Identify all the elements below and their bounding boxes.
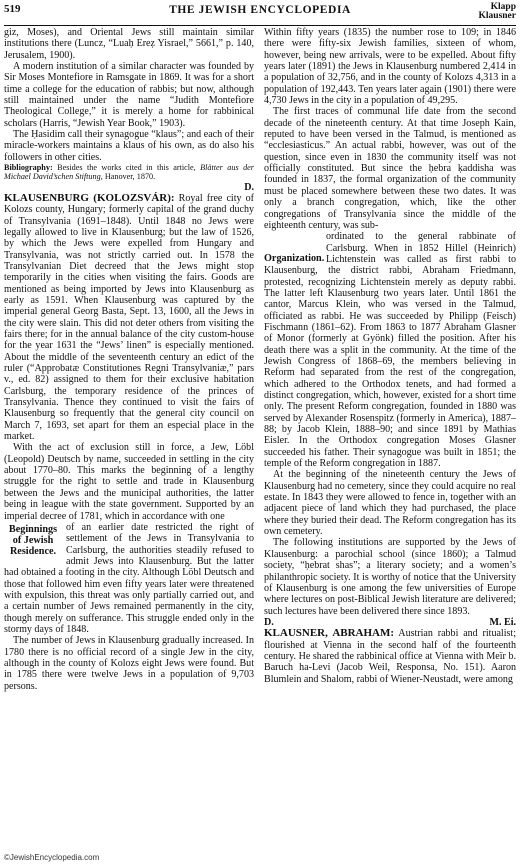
left-column <box>4 27 254 692</box>
margin-heading: Beginnings of Jewish Residence. <box>8 523 58 558</box>
guide-word-bottom: Klausner <box>478 11 516 21</box>
running-header <box>4 3 516 25</box>
bibliography-work: Blätter aus der Michael David’schen Stiftung <box>4 163 254 182</box>
guide-word-top: Klapp <box>490 2 516 12</box>
signature-left: D. <box>264 616 274 628</box>
running-title: THE JEWISH ENCYCLOPEDIA <box>169 4 351 16</box>
paragraph-text: of an earlier date restricted the right of settlement of the Jews in Transylvania to Carlsburg, the authorities steadily refused to admit Jews into Klausenburg. But the latter had obtained a footing in the city. Although Löbl Deutsch and those that followed him even fifty years later were threatened with expulsion, this threat was only partially carried out, and a certain number of Jews remained permanently in the city, though merely on sufferance. This struggle ended only in the stormy days of 1848. <box>4 521 254 635</box>
right-column <box>264 27 516 685</box>
entry-title: KLAUSENBURG (KOLOZSVÁR): <box>4 191 175 204</box>
paragraph: Within fifty years (1835) the number rose to 109; in 1846 there were fifty-six Jewish families, sixteen of whom, however, being new arrivals, were to be expelled. About fifty years later (1891) the Jews in Klausenburg numbered 2,414 in a population of 32,756, and in the county of Kolozs 4,313 in a population of 192,443. Ten years later again (1901) there were 4,730 Jews in the city in a population of 49,295. <box>264 27 516 107</box>
page-number: 519 <box>4 3 21 15</box>
watermark: ©JewishEncyclopedia.com <box>4 853 100 862</box>
paragraph: Royal free city of Kolozs county, Hungary; formerly capital of the grand duchy of Transylvania (1691–1848). Until 1848 no Jews were legally allowed to live in Klausenburg; but the law of 1526, by which the Jews were expelled from Hungary and Transylvania, was not strictly carried out. In 1578 the Transylvanian Diet decreed that the Jews might stop temporarily in the cities when visiting the fairs. Goods are mentioned as being imported by Jews into Klausenburg as early as 1591. When Klausenburg was captured by the imperial general Georg Basta, Sept. 13, 1600, all the Jews in the city were slain. This did not deter others from visiting the fairs there; for in the annual balance of the city custom-house for the year 1631 the “Jews’ linen” is especially mentioned. About the middle of the seventeenth century an edict of the ruler (“Approbatæ Constitutiones Regni Transylvaniæ,” pars v., ed. 82) assigned to them for their exclusive habitation Carlsburg, the temporary residence of the princes of Transylvania. Thence they continued to visit the fairs of Klausenburg so frequently that the general city council on March 7, 1693, set apart for them an especial place in the market. <box>4 192 254 443</box>
bibliography-label: Bibliography: <box>4 163 53 173</box>
paragraph <box>264 231 516 469</box>
paragraph: Austrian rabbi and ritualist; flourished at Vienna in the second half of the fourteenth century. He shared the rabbinical office at Vienna with Meïr b. Baruch ha-Levi (Jacob Weil, Responsa, No. 151). Aaron Blumlein and Shalom, rabbi of Wiener-Neustadt, were among <box>264 628 516 685</box>
paragraph-text: ordinated to the general rabbinate of Carlsburg. When in 1852 Hillel (Heinrich) Lichtenstein was called as first rabbi to Klausenburg, the district rabbi, Abraham Friedmann, protested, recognizing Lichtenstein merely as deputy rabbi. The latter left Klausenburg two years later. Until 1861 the cantor, Marcus Klein, who was versed in the Talmud, officiated as rabbi. He was succeeded by Philipp (Feisch) Fischmann (1861–62). From 1863 to 1877 Abraham Glasner of Monor (formerly at Gyönk) filled the position. After his death there was a split in the community. At the time of the Jewish Congress of 1868–69, the members believing in Reform had separated from the rest of the congregation, which adhered to the Orthodox tenets, and had formed a distinct congregation, which, however, existed for a short time only. The present Reform congregation, founded in 1880 was served by Alexander Rosenspitz (formerly in America), 1887–88; by Jacob Klein, 1888–90; and since 1891 by Mathias Eisler. In the Orthodox congregation Moses Glasner succeeded his father. Their synagogue was built in 1851; the temple of the Reform congregation in 1887. <box>264 231 516 470</box>
guide-words <box>479 3 516 21</box>
paragraph: The number of Jews in Klausenburg gradually increased. In 1780 there is no official record of a single Jew in the city, although in the county of Kolozs eight Jews were found. But in 1785 there were twelve Jews in a population of 9,703 persons. <box>4 635 254 692</box>
paragraph: At the beginning of the nineteenth century the Jews of Klausenburg had no cemetery, since they could acquire no real estate. In 1843 they were allowed to fence in, together with an adjacent piece of land which they had purchased, the place where they buried their dead. The Reform congregation has its own cemetery. <box>264 469 516 538</box>
bibliography <box>4 163 254 181</box>
bibliography-end: , Hanover, 1870. <box>100 172 156 182</box>
bibliography-text: Besides the works cited in this article, <box>52 163 201 173</box>
entry-klausenburg <box>4 193 254 443</box>
paragraph: The first traces of communal life date from the second decade of the nineteenth century. At that time Joseph Kain, reputed to have been versed in the Talmud, is mentioned as “ecclesiasticus.” An actual rabbi, however, was out of the question, since even in 1830 the community itself was not officially constituted. But since the ḥebra ḳaddisha was founded in 1837, the formal organization of the community must be placed somewhere between these two dates. It was only a branch congregation, which, like the other congregations of Transylvania since the middle of the eighteenth century, was sub- <box>264 106 516 231</box>
paragraph: The following institutions are supported by the Jews of Klausenburg: a parochial school (since 1860); a Talmud society, “ḥebrat shas”; a literary society; and a women’s philanthropic society. It is worthy of notice that the University of Klausenburg is one among the few universities of Europe where lectures on post-Biblical Jewish literature are delivered; such lectures have been delivered there since 1893. <box>264 537 516 617</box>
entry-title: KLAUSNER, ABRAHAM: <box>264 627 395 640</box>
margin-heading: Organization. <box>264 253 325 265</box>
paragraph: With the act of exclusion still in force, a Jew, Löbl (Leopold) Deutsch by name, succeeded in settling in the city about 1770–80. This marks the beginning of a lengthy struggle for the right to settle and trade in Klausenburg between the Jews and the municipal authorities, the latter being in league with the state government. Supported by an imperial decree of 1781, which in accordance with one <box>4 442 254 522</box>
paragraph: A modern institution of a similar character was founded by Sir Moses Montefiore in Ramsgate in 1869. It was for a short time a college for the education of rabbis; but now, although still maintained under the name “Judith Montefiore Theological College,” it is merely a home for rabbinical scholars (Harris, “Jewish Year Book,” 1903). <box>4 61 254 129</box>
signature: D. <box>244 181 254 193</box>
paragraph: giz, Moses), and Oriental Jews still maintain similar institutions there (Luncz, “Luaḥ Ereẓ Yisrael,” 5661,” p. 140, Jerusalem, 1900). <box>4 27 254 61</box>
paragraph <box>4 522 254 635</box>
header-rule <box>4 25 516 26</box>
signature-right: M. Ei. <box>489 616 516 628</box>
paragraph: The Ḥasidim call their synagogue “klaus”; and each of their miracle-workers maintains a klaus of his own, as do also his followers in other cities. <box>4 129 254 163</box>
entry-klausner <box>264 628 516 685</box>
